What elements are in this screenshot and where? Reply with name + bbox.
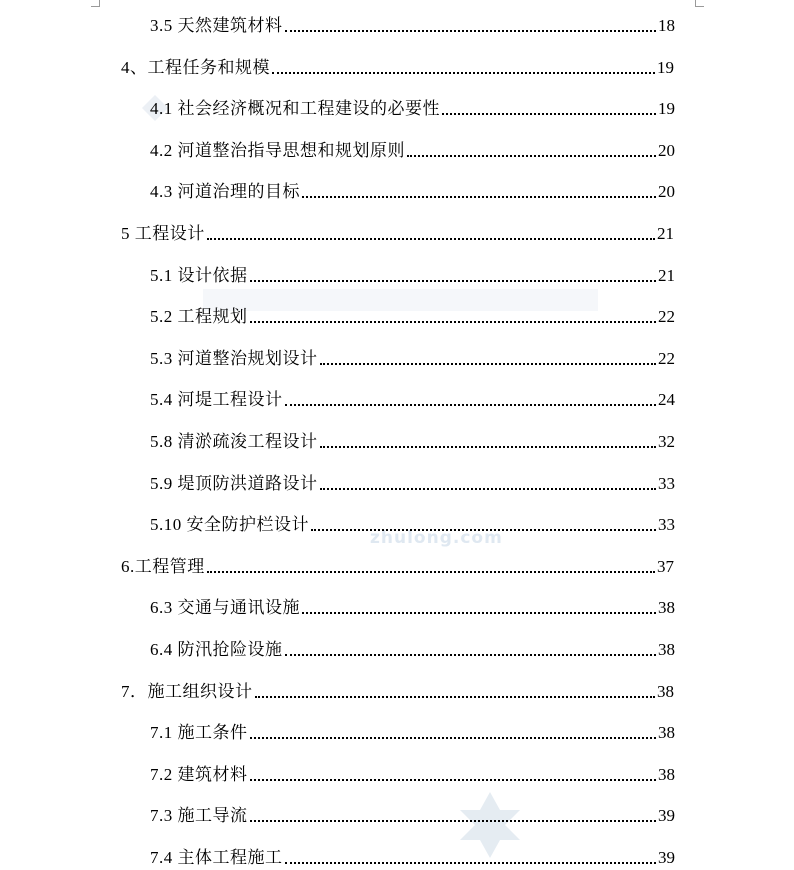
toc-entry-title: 5.3 河道整治规划设计 <box>150 349 318 368</box>
toc-entry-title: 5.2 工程规划 <box>150 307 248 326</box>
toc-entry-title: 5.1 设计依据 <box>150 266 248 285</box>
toc-entry-page-number: 39 <box>658 806 675 825</box>
toc-entry[interactable] <box>121 56 674 80</box>
toc-entry-title: 7.4 主体工程施工 <box>150 848 283 867</box>
toc-entry-title: 4.1 社会经济概况和工程建设的必要性 <box>150 99 440 118</box>
toc-entry-page-number: 37 <box>657 557 674 576</box>
toc-entry-page-number: 18 <box>658 16 675 35</box>
toc-dot-leader <box>320 445 657 448</box>
toc-entry-page-number: 33 <box>658 515 675 534</box>
toc-entry[interactable] <box>121 555 674 579</box>
toc-entry-page-number: 32 <box>658 432 675 451</box>
toc-entry-title: 5.9 堤顶防洪道路设计 <box>150 474 318 493</box>
toc-dot-leader <box>302 195 656 198</box>
toc-entry-title: 4、工程任务和规模 <box>121 58 270 77</box>
toc-entry-page-number: 21 <box>657 224 674 243</box>
toc-entry[interactable] <box>150 97 675 121</box>
toc-entry[interactable] <box>150 264 675 288</box>
toc-dot-leader <box>250 320 657 323</box>
toc-entry[interactable] <box>150 139 675 163</box>
toc-entry-title: 6.工程管理 <box>121 557 205 576</box>
toc-entry-page-number: 20 <box>658 141 675 160</box>
toc-dot-leader <box>250 736 657 739</box>
toc-dot-leader <box>320 487 657 490</box>
toc-entry[interactable] <box>150 513 675 537</box>
toc-dot-leader <box>285 653 657 656</box>
toc-dot-leader <box>302 611 656 614</box>
toc-dot-leader <box>407 154 656 157</box>
toc-dot-leader <box>207 237 655 240</box>
toc-entry[interactable] <box>150 14 675 38</box>
toc-entry[interactable] <box>150 388 675 412</box>
toc-entry[interactable] <box>150 180 675 204</box>
toc-entry[interactable] <box>150 846 675 870</box>
toc-entry-title: 3.5 天然建筑材料 <box>150 16 283 35</box>
toc-entry-page-number: 20 <box>658 182 675 201</box>
toc-entry-page-number: 22 <box>658 349 675 368</box>
toc-entry-title: 6.4 防汛抢险设施 <box>150 640 283 659</box>
toc-entry-title: 7.1 施工条件 <box>150 723 248 742</box>
page-corner-mark-right <box>695 0 696 7</box>
toc-entry[interactable] <box>150 804 675 828</box>
toc-dot-leader <box>285 861 657 864</box>
toc-entry[interactable] <box>150 721 675 745</box>
toc-entry-title: 4.2 河道整治指导思想和规划原则 <box>150 141 405 160</box>
toc-entry-title: 6.3 交通与通讯设施 <box>150 598 300 617</box>
toc-entry[interactable] <box>150 638 675 662</box>
toc-entry-title: 7.2 建筑材料 <box>150 765 248 784</box>
toc-entry[interactable] <box>150 763 675 787</box>
toc-entry[interactable] <box>150 596 675 620</box>
toc-dot-leader <box>250 778 657 781</box>
toc-entry[interactable] <box>150 347 675 371</box>
toc-entry-title: 5.10 安全防护栏设计 <box>150 515 309 534</box>
toc-entry-page-number: 38 <box>658 765 675 784</box>
toc-entry-page-number: 39 <box>658 848 675 867</box>
toc-entry-page-number: 19 <box>658 99 675 118</box>
toc-dot-leader <box>285 403 657 406</box>
toc-entry-title: 7.3 施工导流 <box>150 806 248 825</box>
toc-entry-title: 5 工程设计 <box>121 224 205 243</box>
toc-entry-page-number: 38 <box>658 640 675 659</box>
toc-dot-leader <box>250 279 657 282</box>
toc-dot-leader <box>320 362 657 365</box>
toc-dot-leader <box>311 528 656 531</box>
toc-dot-leader <box>207 570 655 573</box>
toc-entry[interactable] <box>121 222 674 246</box>
toc-dot-leader <box>442 112 656 115</box>
toc-entry[interactable] <box>150 305 675 329</box>
toc-entry-title: 5.8 清淤疏浚工程设计 <box>150 432 318 451</box>
toc-dot-leader <box>285 29 657 32</box>
toc-entry-page-number: 19 <box>657 58 674 77</box>
toc-entry-page-number: 38 <box>657 682 674 701</box>
page-corner-mark-left <box>99 0 100 7</box>
toc-entry-title: 7．施工组织设计 <box>121 682 253 701</box>
watermark-text: zhulong.com <box>370 528 503 548</box>
toc-entry-page-number: 24 <box>658 390 675 409</box>
toc-entry-page-number: 33 <box>658 474 675 493</box>
toc-entry-title: 4.3 河道治理的目标 <box>150 182 300 201</box>
toc-dot-leader <box>272 71 655 74</box>
toc-entry-title: 5.4 河堤工程设计 <box>150 390 283 409</box>
toc-entry[interactable] <box>150 430 675 454</box>
toc-dot-leader <box>255 695 656 698</box>
toc-entry[interactable] <box>150 472 675 496</box>
toc-entry-page-number: 22 <box>658 307 675 326</box>
toc-entry-page-number: 21 <box>658 266 675 285</box>
toc-entry-page-number: 38 <box>658 598 675 617</box>
toc-dot-leader <box>250 819 657 822</box>
toc-entry-page-number: 38 <box>658 723 675 742</box>
toc-entry[interactable] <box>121 680 674 704</box>
